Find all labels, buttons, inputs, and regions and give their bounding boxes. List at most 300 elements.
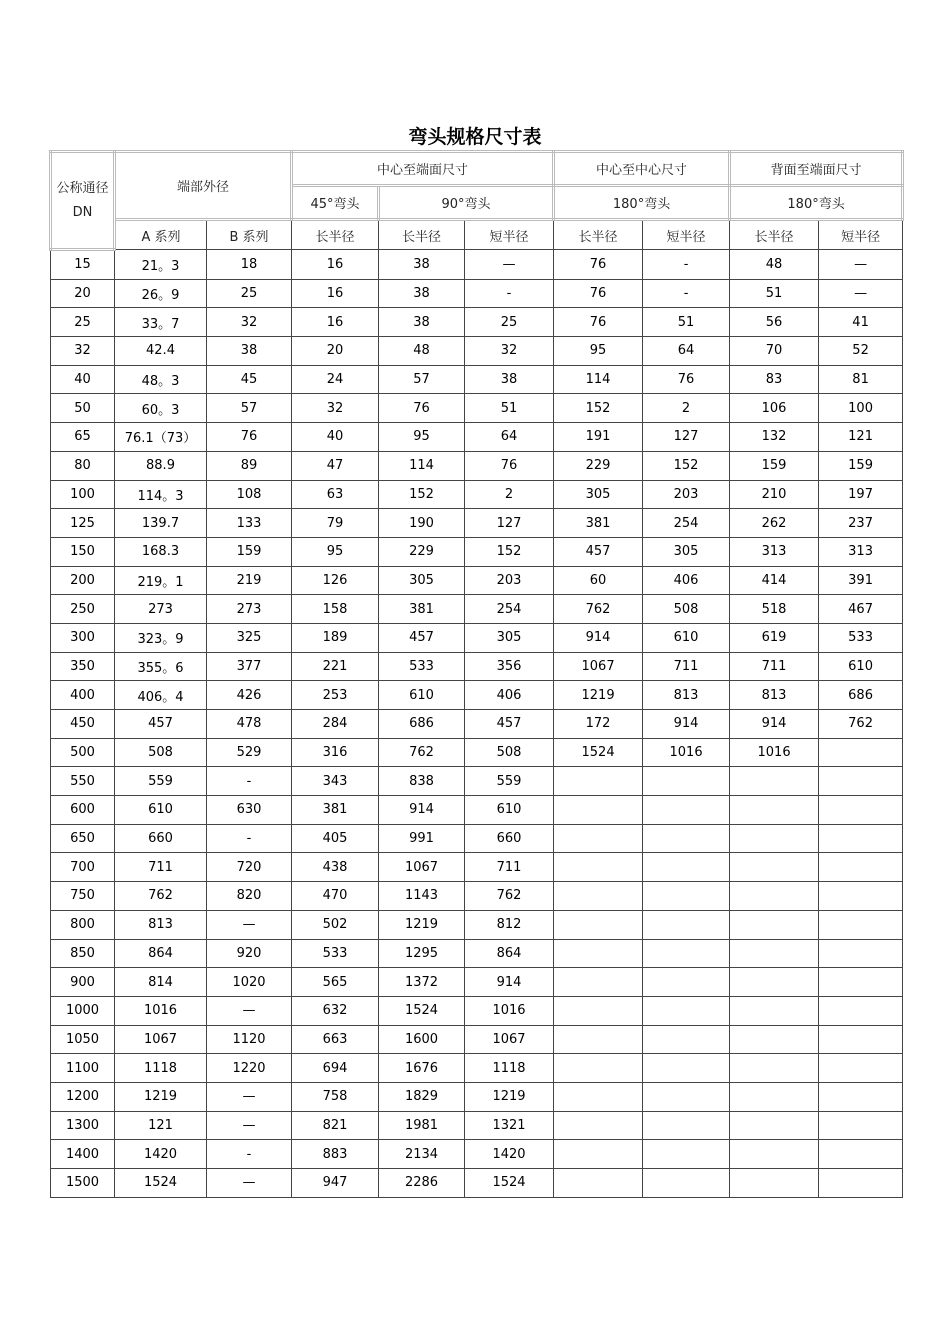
table-cell: 203 [643,480,730,509]
table-cell: 1300 [51,1111,115,1140]
table-cell: 210 [730,480,819,509]
table-cell [819,882,903,911]
table-cell: 610 [643,623,730,652]
table-cell: 16 [292,250,379,280]
table-cell: 883 [292,1140,379,1169]
table-cell: 814 [115,968,207,997]
table-cell: 219 [207,566,292,595]
table-cell: 88.9 [115,451,207,480]
table-cell: 559 [115,767,207,796]
table-cell: 660 [465,824,554,853]
table-row [51,1025,903,1054]
table-cell: 711 [730,652,819,681]
table-cell: 2286 [379,1169,465,1198]
table-cell: 18 [207,250,292,280]
table-cell: 106 [730,394,819,423]
table-cell: 438 [292,853,379,882]
table-cell: 550 [51,767,115,796]
back-to-end-header: 背面至端面尺寸 [730,152,903,186]
table-cell: 100 [51,480,115,509]
table-cell: 76 [465,451,554,480]
table-cell: 686 [379,710,465,739]
table-cell: 32 [465,337,554,366]
table-cell: 200 [51,566,115,595]
table-row [51,767,903,796]
table-cell: 253 [292,681,379,710]
table-cell: 76 [207,423,292,452]
table-cell [643,882,730,911]
table-cell: 159 [207,537,292,566]
table-cell: 1016 [730,738,819,767]
table-cell: 800 [51,910,115,939]
table-cell: 76 [643,365,730,394]
table-cell: 630 [207,796,292,825]
table-cell [819,1169,903,1198]
table-cell [554,1054,643,1083]
table-cell: 33。7 [115,308,207,337]
table-cell: 355。6 [115,652,207,681]
table-cell: 406 [465,681,554,710]
table-cell: 813 [643,681,730,710]
table-row [51,1140,903,1169]
table-cell: 391 [819,566,903,595]
table-row [51,566,903,595]
table-cell [730,796,819,825]
table-cell [554,853,643,882]
table-cell: 1420 [115,1140,207,1169]
table-cell: 914 [465,968,554,997]
table-cell [730,882,819,911]
table-cell [730,1054,819,1083]
table-cell [554,910,643,939]
table-row [51,480,903,509]
table-row [51,1169,903,1198]
table-cell: 533 [379,652,465,681]
table-cell: 426 [207,681,292,710]
table-cell: 48 [730,250,819,280]
table-cell [730,1082,819,1111]
table-cell: 323。9 [115,623,207,652]
table-cell: 108 [207,480,292,509]
table-cell: 254 [643,509,730,538]
table-cell: 139.7 [115,509,207,538]
table-cell: 60。3 [115,394,207,423]
radius-header: 短半径 [819,220,903,250]
table-cell: - [207,1140,292,1169]
radius-header: 长半径 [554,220,643,250]
table-cell: 762 [465,882,554,911]
table-cell: 190 [379,509,465,538]
table-cell: 305 [554,480,643,509]
table-cell: 127 [643,423,730,452]
table-cell: — [207,910,292,939]
table-cell: 229 [554,451,643,480]
table-cell [730,853,819,882]
elbow-90-header: 90°弯头 [379,186,554,220]
table-cell: 273 [115,595,207,624]
table-row [51,537,903,566]
table-cell: 610 [819,652,903,681]
table-cell: 76 [554,279,643,308]
table-cell [730,1111,819,1140]
table-cell: — [819,279,903,308]
table-cell: 152 [554,394,643,423]
table-cell: 273 [207,595,292,624]
dn-header [51,152,115,250]
table-cell: 79 [292,509,379,538]
table-cell: 305 [465,623,554,652]
table-cell: 467 [819,595,903,624]
table-cell: 457 [379,623,465,652]
table-cell [819,1082,903,1111]
table-cell: 57 [207,394,292,423]
table-cell: 80 [51,451,115,480]
table-cell: 1067 [465,1025,554,1054]
table-cell: 1524 [115,1169,207,1198]
table-cell: 51 [643,308,730,337]
table-cell [819,910,903,939]
table-cell [554,1111,643,1140]
table-row [51,882,903,911]
table-cell: 152 [643,451,730,480]
table-cell: 38 [207,337,292,366]
table-cell [819,853,903,882]
table-cell [730,1140,819,1169]
table-cell: 1200 [51,1082,115,1111]
table-cell [643,996,730,1025]
series-b-header: B 系列 [207,220,292,250]
table-cell [730,1025,819,1054]
table-row [51,250,903,280]
table-cell: 864 [115,939,207,968]
table-cell: - [207,767,292,796]
table-cell: - [643,279,730,308]
table-cell: 172 [554,710,643,739]
table-cell: 95 [292,537,379,566]
table-cell: 565 [292,968,379,997]
table-cell: 121 [115,1111,207,1140]
table-cell: 100 [819,394,903,423]
table-cell: 610 [115,796,207,825]
table-cell: 64 [643,337,730,366]
table-cell: 663 [292,1025,379,1054]
table-cell: 406 [643,566,730,595]
table-cell: 159 [819,451,903,480]
table-cell [643,1082,730,1111]
table-cell [643,767,730,796]
table-cell: 533 [292,939,379,968]
table-cell: 900 [51,968,115,997]
elbow-180-back-header: 180°弯头 [730,186,903,220]
table-cell: 711 [465,853,554,882]
table-cell: 2 [643,394,730,423]
table-cell: 457 [554,537,643,566]
table-cell: 38 [379,250,465,280]
table-row [51,996,903,1025]
table-cell: 229 [379,537,465,566]
dn-header-label: 公称通径 [56,180,109,196]
table-cell: 1400 [51,1140,115,1169]
table-cell: 914 [643,710,730,739]
table-cell: 1143 [379,882,465,911]
table-cell: 813 [115,910,207,939]
table-cell: 1524 [554,738,643,767]
table-cell: 914 [379,796,465,825]
table-cell: 24 [292,365,379,394]
elbow-45-header: 45°弯头 [292,186,379,220]
table-cell [819,1140,903,1169]
table-cell: 381 [379,595,465,624]
table-cell: 1118 [465,1054,554,1083]
table-row [51,1111,903,1140]
table-cell: 1016 [643,738,730,767]
table-cell: 914 [730,710,819,739]
table-cell [554,882,643,911]
table-cell: 158 [292,595,379,624]
table-cell: 758 [292,1082,379,1111]
table-cell [730,968,819,997]
table-cell [730,1169,819,1198]
table-cell: 305 [379,566,465,595]
table-cell [819,968,903,997]
table-cell: 127 [465,509,554,538]
table-row [51,853,903,882]
table-cell: 1020 [207,968,292,997]
table-cell: 152 [379,480,465,509]
table-cell: 762 [379,738,465,767]
table-cell: 1219 [554,681,643,710]
table-cell: 50 [51,394,115,423]
table-cell: 121 [819,423,903,452]
table-cell [643,1054,730,1083]
table-cell: 529 [207,738,292,767]
outer-diameter-header: 端部外径 [115,152,292,220]
table-cell: 38 [379,279,465,308]
table-cell: 1219 [465,1082,554,1111]
table-cell [643,1169,730,1198]
table-row [51,595,903,624]
table-cell: 1372 [379,968,465,997]
table-cell [730,767,819,796]
table-cell: 219。1 [115,566,207,595]
table-row [51,1054,903,1083]
table-cell: 203 [465,566,554,595]
table-cell: 41 [819,308,903,337]
table-cell: 1067 [554,652,643,681]
table-cell: 42.4 [115,337,207,366]
table-cell: 821 [292,1111,379,1140]
table-cell [554,1025,643,1054]
dn-header-unit: DN [72,204,93,220]
table-cell: - [207,824,292,853]
center-to-center-header: 中心至中心尺寸 [554,152,730,186]
table-cell: 1219 [115,1082,207,1111]
table-cell: 38 [379,308,465,337]
center-to-end-header: 中心至端面尺寸 [292,152,554,186]
table-cell: 1676 [379,1054,465,1083]
table-cell: 20 [51,279,115,308]
table-cell: 1050 [51,1025,115,1054]
table-cell: 95 [554,337,643,366]
table-cell: 51 [465,394,554,423]
table-row [51,910,903,939]
table-cell: 508 [465,738,554,767]
table-cell: 1120 [207,1025,292,1054]
table-cell [819,1111,903,1140]
table-cell [730,824,819,853]
table-cell: 377 [207,652,292,681]
table-cell: 610 [465,796,554,825]
table-cell: 76 [379,394,465,423]
table-cell: 65 [51,423,115,452]
table-cell [643,1140,730,1169]
table-cell: 400 [51,681,115,710]
table-cell: - [465,279,554,308]
table-cell [554,824,643,853]
table-cell: 168.3 [115,537,207,566]
table-cell: 254 [465,595,554,624]
table-row [51,1082,903,1111]
table-row [51,652,903,681]
table-cell: 720 [207,853,292,882]
table-cell: 300 [51,623,115,652]
table-row [51,423,903,452]
table-cell: 450 [51,710,115,739]
table-cell: 864 [465,939,554,968]
table-cell: 83 [730,365,819,394]
table-cell: 632 [292,996,379,1025]
table-cell: 325 [207,623,292,652]
table-cell: 502 [292,910,379,939]
table-cell: 650 [51,824,115,853]
table-cell: 762 [819,710,903,739]
table-cell: 76 [554,308,643,337]
table-cell: 284 [292,710,379,739]
table-row [51,968,903,997]
table-cell: 32 [207,308,292,337]
table-cell: 89 [207,451,292,480]
table-cell: 25 [207,279,292,308]
table-cell: 57 [379,365,465,394]
table-cell: 262 [730,509,819,538]
table-row [51,738,903,767]
table-cell: 600 [51,796,115,825]
table-cell: 316 [292,738,379,767]
table-row [51,681,903,710]
table-row [51,824,903,853]
table-cell: 1016 [115,996,207,1025]
table-cell: 51 [730,279,819,308]
table-cell: — [207,1169,292,1198]
table-row [51,337,903,366]
table-cell [554,1169,643,1198]
table-cell: 150 [51,537,115,566]
table-cell: 1067 [379,853,465,882]
table-cell: 920 [207,939,292,968]
table-row [51,623,903,652]
table-cell: 508 [643,595,730,624]
table-cell: 70 [730,337,819,366]
table-cell: 2134 [379,1140,465,1169]
table-cell: 762 [115,882,207,911]
table-cell: 711 [643,652,730,681]
table-cell: 189 [292,623,379,652]
table-cell: 478 [207,710,292,739]
table-cell: 152 [465,537,554,566]
table-cell: 81 [819,365,903,394]
table-cell: 820 [207,882,292,911]
table-cell: 813 [730,681,819,710]
table-cell: 114。3 [115,480,207,509]
table-cell: 711 [115,853,207,882]
table-cell: 533 [819,623,903,652]
table-cell: 694 [292,1054,379,1083]
table-cell: 1118 [115,1054,207,1083]
table-row [51,939,903,968]
table-cell: 1016 [465,996,554,1025]
table-cell [819,939,903,968]
table-cell: 518 [730,595,819,624]
table-cell: 343 [292,767,379,796]
table-cell [643,910,730,939]
elbow-spec-table [49,150,904,1198]
table-cell: 405 [292,824,379,853]
table-cell [819,1025,903,1054]
table-cell: — [465,250,554,280]
table-cell: 1981 [379,1111,465,1140]
table-cell [730,996,819,1025]
table-cell: 660 [115,824,207,853]
table-cell [819,796,903,825]
table-cell: 125 [51,509,115,538]
table-cell: 45 [207,365,292,394]
table-cell [643,939,730,968]
table-row [51,451,903,480]
table-cell: 25 [51,308,115,337]
table-cell: 762 [554,595,643,624]
radius-header: 长半径 [292,220,379,250]
table-cell [819,767,903,796]
table-cell: 76.1（73） [115,423,207,452]
table-row [51,509,903,538]
table-cell: 457 [465,710,554,739]
table-cell: 21。3 [115,250,207,280]
table-cell: 114 [554,365,643,394]
table-cell: 508 [115,738,207,767]
table-cell: 47 [292,451,379,480]
table-cell: 132 [730,423,819,452]
table-cell [554,996,643,1025]
table-cell: 221 [292,652,379,681]
table-cell: 197 [819,480,903,509]
table-cell: 64 [465,423,554,452]
elbow-180-center-header: 180°弯头 [554,186,730,220]
table-cell: 1219 [379,910,465,939]
table-cell: 1524 [465,1169,554,1198]
table-cell: 838 [379,767,465,796]
table-cell [819,738,903,767]
table-cell: 76 [554,250,643,280]
table-cell: 56 [730,308,819,337]
table-cell: 2 [465,480,554,509]
table-row [51,365,903,394]
table-cell: 250 [51,595,115,624]
table-cell: — [207,1111,292,1140]
table-cell: 1321 [465,1111,554,1140]
table-cell: 1600 [379,1025,465,1054]
table-row [51,279,903,308]
table-cell: 95 [379,423,465,452]
